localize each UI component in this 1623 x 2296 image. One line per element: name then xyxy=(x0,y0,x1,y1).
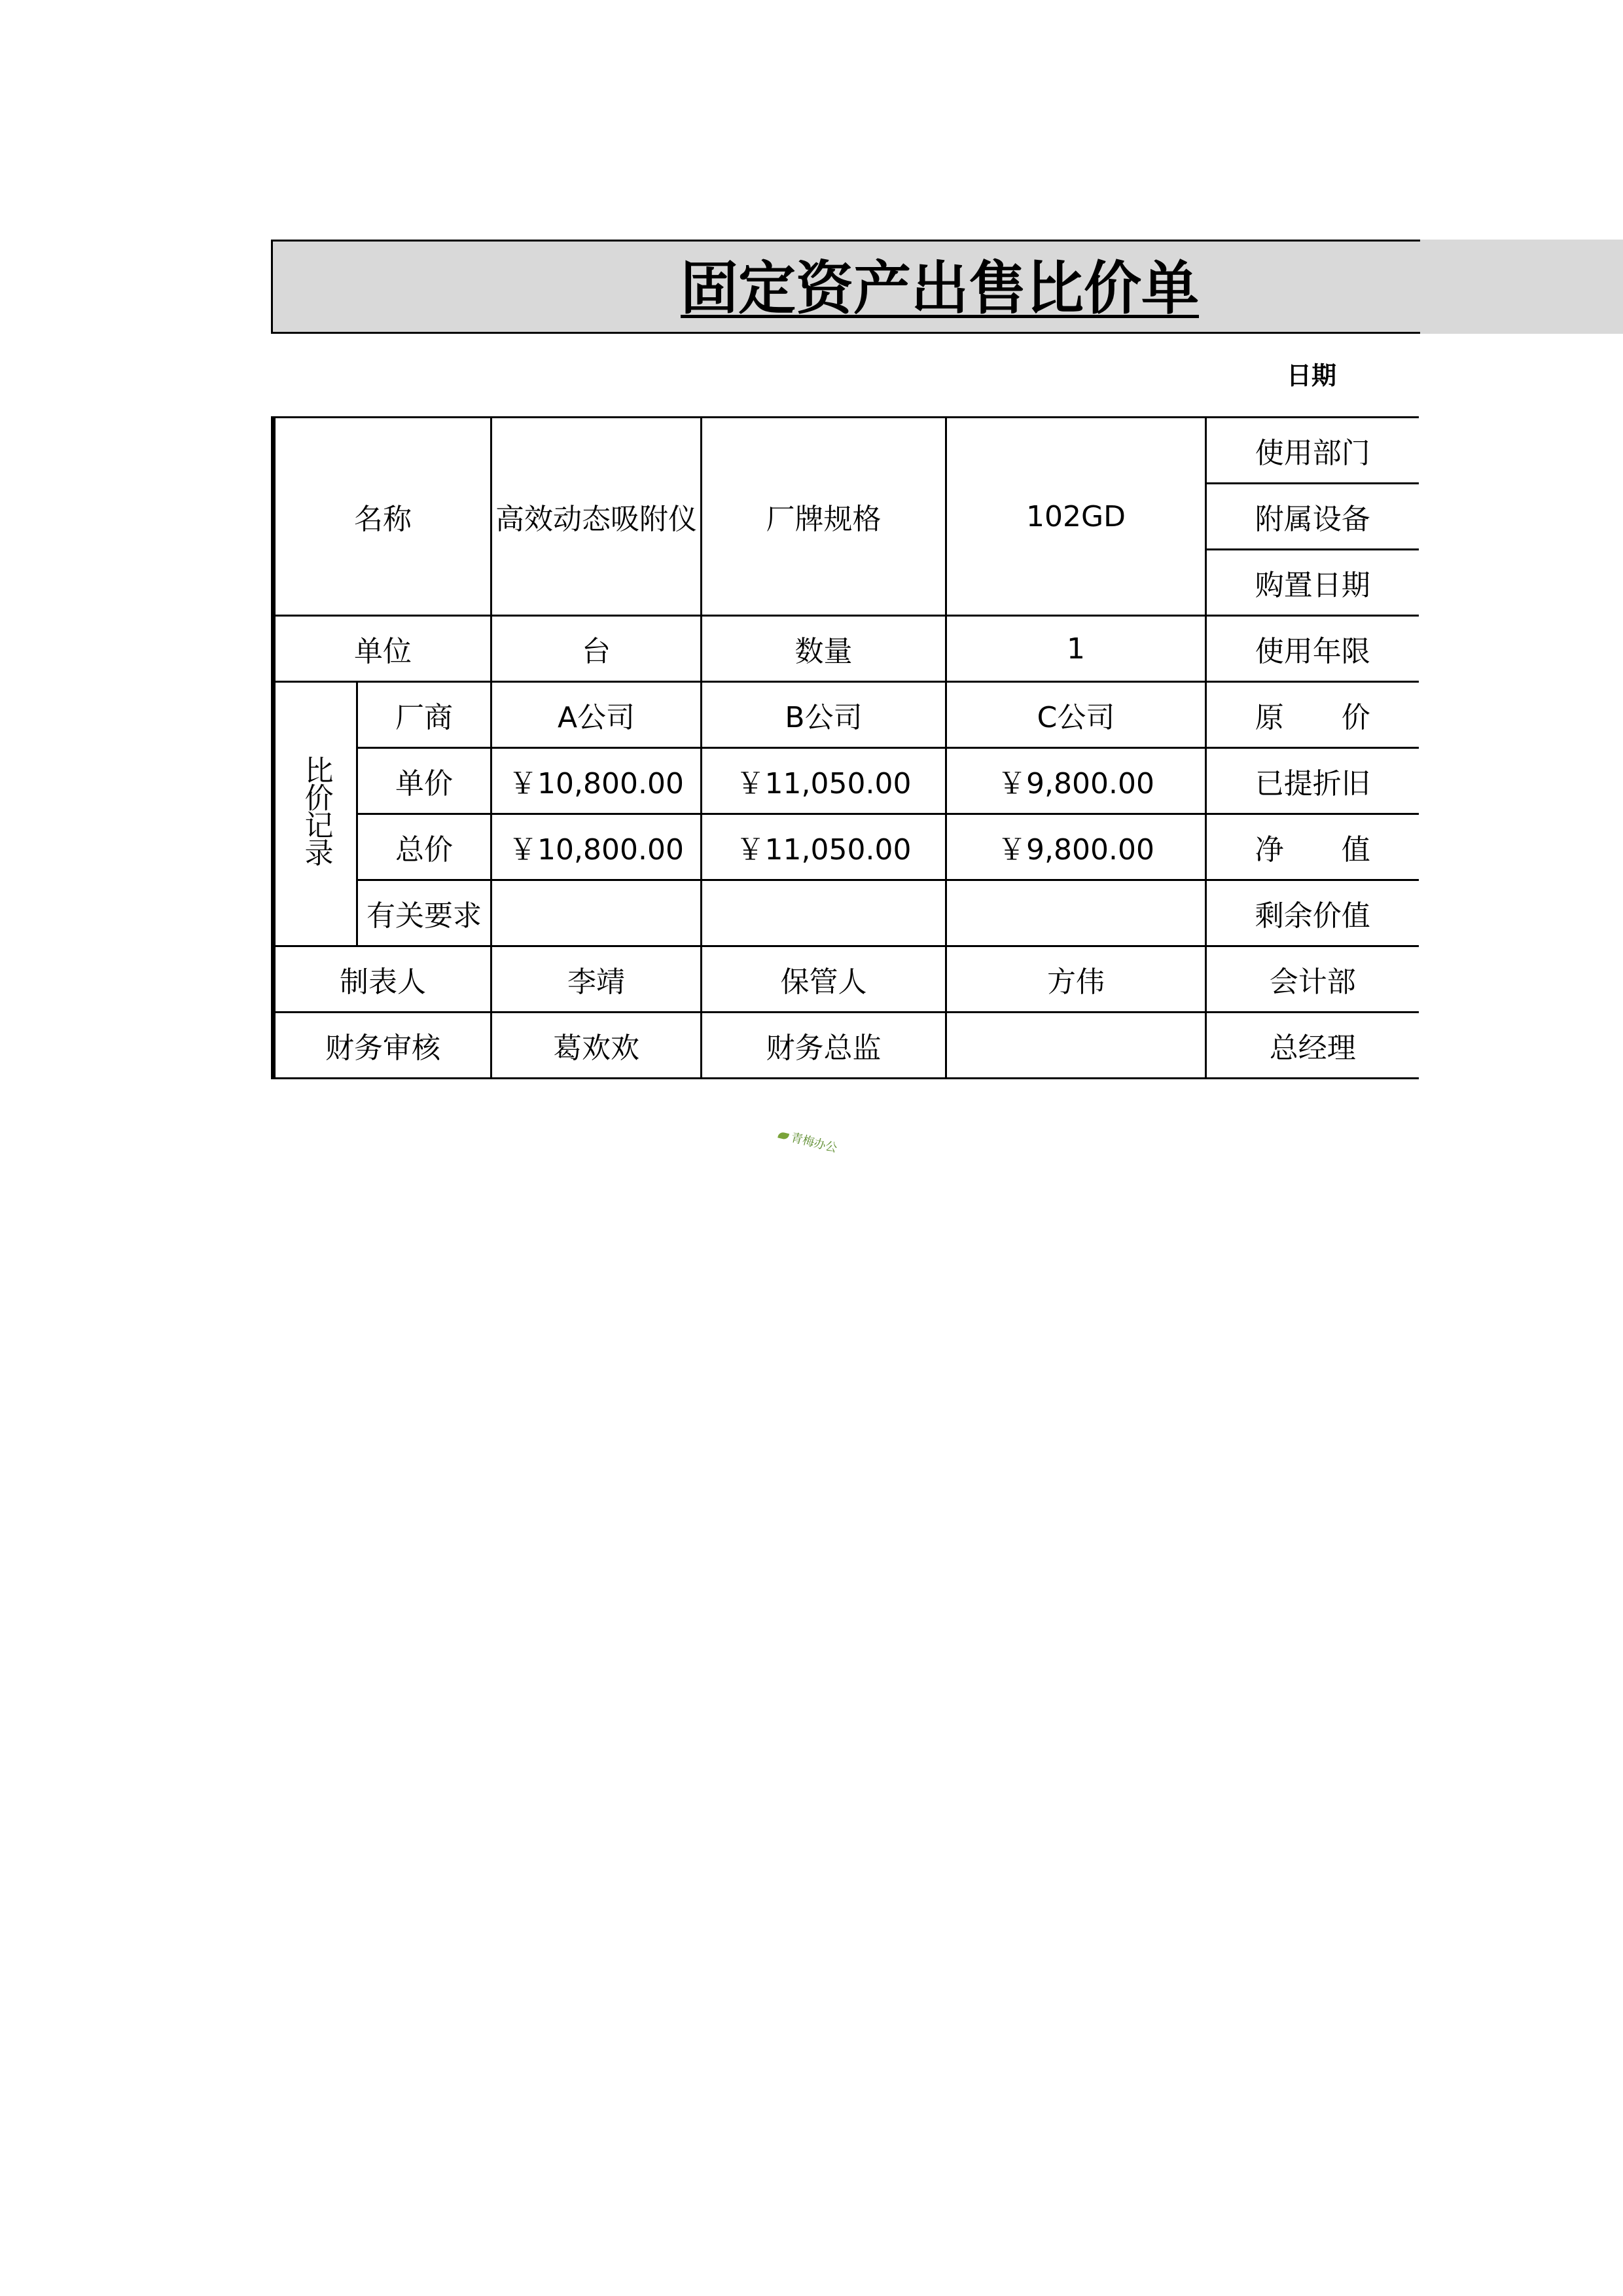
table-row xyxy=(274,748,1419,814)
leaf-icon xyxy=(777,1132,789,1141)
vendor-label: 厂商 xyxy=(357,682,491,748)
original-price-label: 原 价 xyxy=(1206,682,1419,748)
table-row xyxy=(274,616,1419,682)
name-value: 高效动态吸附仪 xyxy=(491,418,702,616)
table-row xyxy=(274,682,1419,748)
quantity-value: 1 xyxy=(946,616,1206,682)
compare-group-label: 比价记录 xyxy=(299,755,333,865)
watermark-text: 青梅办公 xyxy=(789,1130,839,1156)
vendor-c: C公司 xyxy=(946,682,1206,748)
price-comparison-table xyxy=(271,416,1419,1079)
table-row xyxy=(274,946,1419,1013)
requirements-b xyxy=(702,880,946,946)
requirements-a xyxy=(491,880,702,946)
requirements-label: 有关要求 xyxy=(357,880,491,946)
table-row xyxy=(274,814,1419,880)
date-label: 日期 xyxy=(1287,361,1337,390)
table-row xyxy=(274,418,1419,484)
maker-value: 李靖 xyxy=(491,946,702,1013)
accessory-label: 附属设备 xyxy=(1206,484,1419,550)
spec-label: 厂牌规格 xyxy=(702,418,946,616)
residual-value-label: 剩余价值 xyxy=(1206,880,1419,946)
requirements-c xyxy=(946,880,1206,946)
cfo-label: 财务总监 xyxy=(702,1013,946,1079)
depreciation-label: 已提折旧 xyxy=(1206,748,1419,814)
spec-value: 102GD xyxy=(946,418,1206,616)
cfo-value xyxy=(946,1013,1206,1079)
total-price-label: 总价 xyxy=(357,814,491,880)
general-manager-label: 总经理 xyxy=(1206,1013,1419,1079)
name-label: 名称 xyxy=(274,418,491,616)
watermark-logo xyxy=(776,1124,842,1160)
table-row xyxy=(274,880,1419,946)
vendor-a: A公司 xyxy=(491,682,702,748)
unit-price-c: ￥9,800.00 xyxy=(946,748,1206,814)
vendor-b: B公司 xyxy=(702,682,946,748)
finance-audit-label: 财务审核 xyxy=(274,1013,491,1079)
page-title: 固定资产出售比价单 xyxy=(681,254,1200,322)
table-row xyxy=(274,1013,1419,1079)
accounting-dept-label: 会计部 xyxy=(1206,946,1419,1013)
keeper-value: 方伟 xyxy=(946,946,1206,1013)
service-life-label: 使用年限 xyxy=(1206,616,1419,682)
unit-price-b: ￥11,050.00 xyxy=(702,748,946,814)
net-value-label: 净 值 xyxy=(1206,814,1419,880)
total-price-c: ￥9,800.00 xyxy=(946,814,1206,880)
purchase-date-label: 购置日期 xyxy=(1206,550,1419,616)
unit-value: 台 xyxy=(491,616,702,682)
dept-label: 使用部门 xyxy=(1206,418,1419,484)
unit-label: 单位 xyxy=(274,616,491,682)
keeper-label: 保管人 xyxy=(702,946,946,1013)
total-price-a: ￥10,800.00 xyxy=(491,814,702,880)
total-price-b: ￥11,050.00 xyxy=(702,814,946,880)
finance-audit-value: 葛欢欢 xyxy=(491,1013,702,1079)
unit-price-label: 单价 xyxy=(357,748,491,814)
compare-group-cell xyxy=(274,682,357,946)
unit-price-a: ￥10,800.00 xyxy=(491,748,702,814)
quantity-label: 数量 xyxy=(702,616,946,682)
maker-label: 制表人 xyxy=(274,946,491,1013)
